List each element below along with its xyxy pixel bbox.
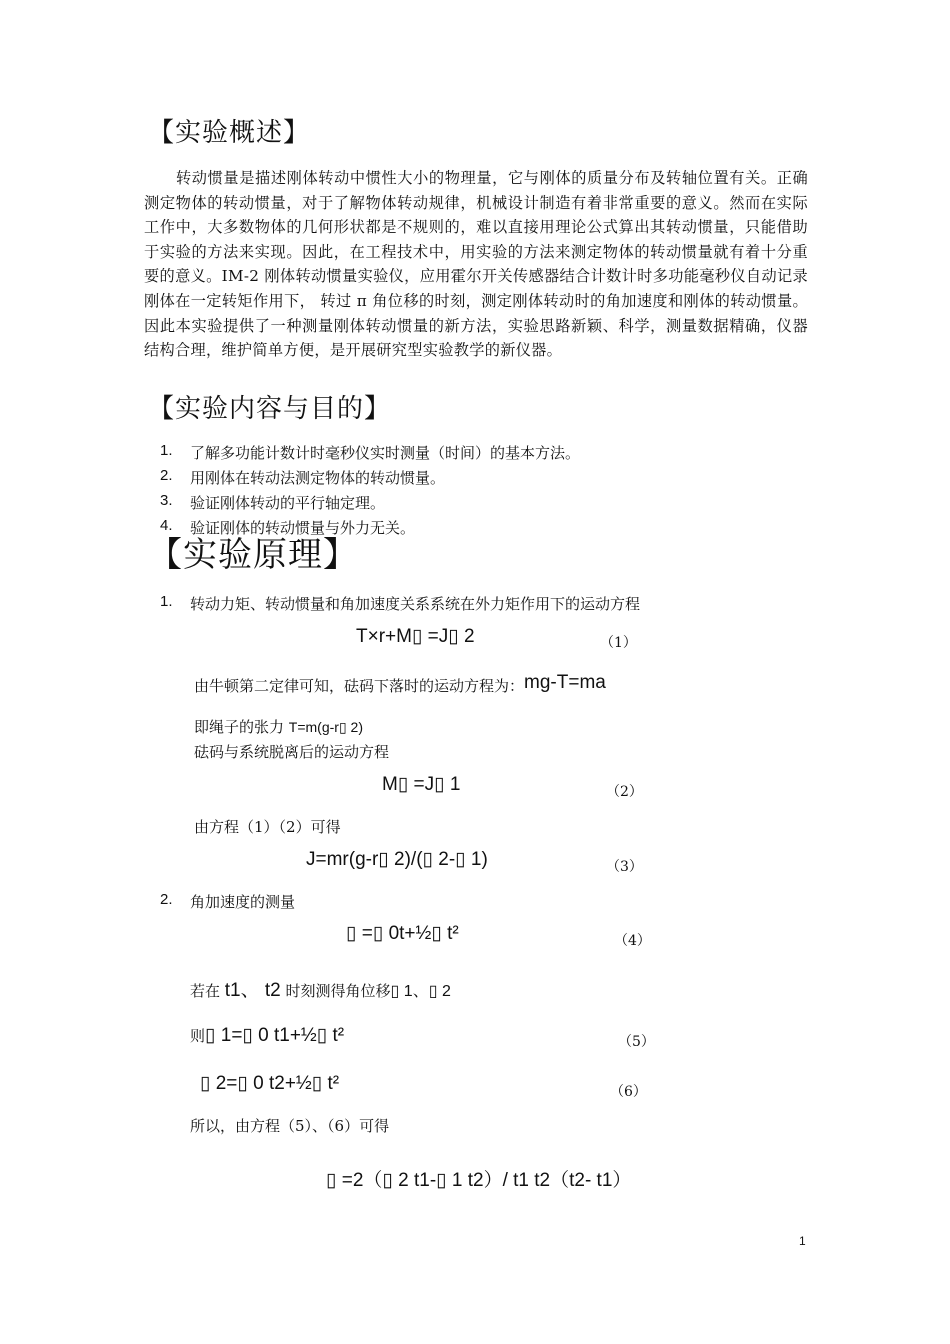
list-item: 2. (160, 467, 173, 484)
overview-paragraph: 转动惯量是描述刚体转动中惯性大小的物理量，它与刚体的质量分布及转轴位置有关。正确测定物体的转动惯量，对于了解物体转动规律，机械设计制造有着非常重要的意义。然而在实际工作中，大多数物体的几何形状都是不规则的，难以直接用理论公式算出其转动惯量，只能借助于实验的方法来实现。因此，在工程技术中，用实验的方法来测定物体的转动惯量就有着十分重要的意义。IM-2 刚体转动惯量实验仪，应用霍尔开关传感器结合计数计时多功能毫秒仪自动记录刚体在一定转矩作用下， 转过 π 角位移的时刻，测定刚体转动时的角加速度和刚体的转动惯量。因此本实验提供了一种测量刚体转动惯量的新方法，实验思路新颖、科学，测量数据精确，仪器结构合理，维护简单方便，是开展研究型实验教学的新仪器。 (144, 169, 808, 360)
equation-6: ▯ 2=▯ 0 t2+½▯ t² (200, 1073, 340, 1094)
equation-3-number: （3） (606, 859, 643, 875)
equation-2: M▯ =J▯ 1 (382, 774, 461, 795)
list-item-text: 验证刚体转动的平行轴定理。 (190, 494, 386, 512)
equation-6-number: （6） (610, 1084, 647, 1100)
principle-item-1-number: 1. (160, 593, 173, 610)
equation-4-number: （4） (614, 933, 651, 949)
tension-text: 即绳子的张力 (194, 718, 289, 736)
principle-heading: 【实验原理】 (148, 535, 358, 575)
list-item: 4. (160, 517, 173, 534)
so-text: 所以，由方程（5）、（6）可得 (190, 1117, 390, 1135)
list-item: 1. (160, 442, 173, 459)
newton-equation: mg-T=ma (524, 672, 606, 693)
tension-line (194, 716, 363, 737)
equation-7: ▯ =2（▯ 2 t1-▯ 1 t2）/ t1 t2（t2- t1） (326, 1170, 632, 1191)
detach-text: 砝码与系统脱离后的运动方程 (194, 743, 390, 761)
principle-item-1-text: 转动力矩、转动惯量和角加速度关系系统在外力矩作用下的运动方程 (190, 595, 641, 613)
if-line: 若在 t1、 t2 时刻测得角位移▯ 1、▯ 2 (190, 980, 451, 1001)
equation-3: J=mr(g-r▯ 2)/(▯ 2-▯ 1) (306, 849, 488, 870)
overview-heading: 【实验概述】 (148, 118, 311, 148)
equation-1: T×r+M▯ =J▯ 2 (356, 626, 475, 647)
tension-equation: T=m(g-r▯ 2) (288, 719, 363, 735)
page-number: 1 (799, 1234, 806, 1248)
principle-item-2-text: 角加速度的测量 (190, 893, 296, 911)
equation-5: 则▯ 1=▯ 0 t1+½▯ t² (190, 1025, 345, 1046)
list-item: 3. (160, 492, 173, 509)
equation-5-number: （5） (618, 1034, 655, 1050)
list-item-text: 了解多功能计数计时毫秒仪实时测量（时间）的基本方法。 (190, 444, 581, 462)
equation-4: ▯ =▯ 0t+½▯ t² (346, 923, 459, 944)
newton-line (194, 672, 606, 697)
newton-text: 由牛顿第二定律可知，砝码下落时的运动方程为： (194, 677, 525, 695)
equation-2-number: （2） (606, 784, 643, 800)
list-item-text: 验证刚体的转动惯量与外力无关。 (190, 519, 416, 537)
principle-item-2-number: 2. (160, 891, 173, 908)
list-item-text: 用刚体在转动法测定物体的转动惯量。 (190, 469, 446, 487)
content-heading: 【实验内容与目的】 (148, 394, 392, 424)
derive-text: 由方程（1）（2）可得 (194, 818, 341, 836)
equation-1-number: （1） (600, 635, 637, 651)
